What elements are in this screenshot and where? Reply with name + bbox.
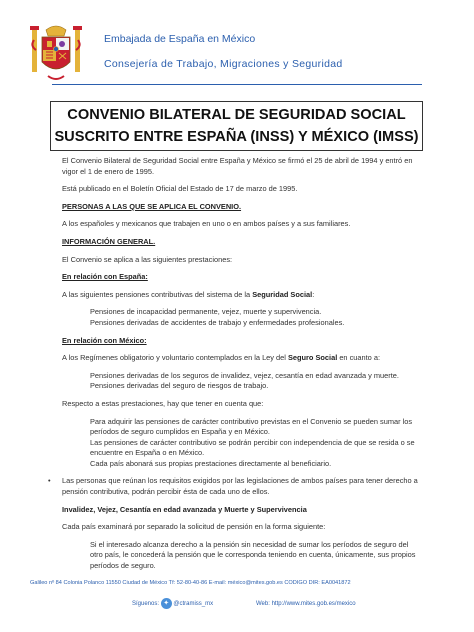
twitter-handle-link[interactable]: @ctramiss_mx xyxy=(173,601,214,608)
coat-of-arms-logo xyxy=(30,24,82,88)
mexico-paragraph: A los Regímenes obligatorio y voluntario contemplados en la Ley del Seguro Social en cuanto a: xyxy=(62,353,380,363)
list-item: Pensiones derivadas de accidentes de trabajo y enfermedades profesionales. xyxy=(90,317,345,327)
list-item: Para adquirir las pensiones de carácter contributivo previstas en el Convenio se pueden sumar los períodos de seguro cumplidos en España y en México. xyxy=(90,416,413,437)
document-title xyxy=(50,101,423,151)
invalidity-heading: Invalidez, Vejez, Cesantía en edad avanzada y Muerte y Supervivencia xyxy=(62,504,307,514)
list-item: Cada país abonará sus propias prestaciones directamente al beneficiario. xyxy=(90,458,332,468)
social-links xyxy=(132,598,213,609)
mexico-heading: En relación con México: xyxy=(62,335,147,345)
embassy-name: Embajada de España en México xyxy=(104,33,256,45)
footer-address: Galileo nº 84 Colonia Polanco 11550 Ciudad de México Tf: 52-80-40-86 E-mail: méxico@mites.gob.es CODIGO DIR: EA0041872 xyxy=(30,580,351,586)
intro-paragraph: El Convenio Bilateral de Seguridad Social entre España y México se firmó el 25 de abril de 1994 y entró en vigor el 1 de enero de 1995. xyxy=(62,156,413,176)
invalidity-paragraph: Cada país examinará por separado la solicitud de pensión en la forma siguiente: xyxy=(62,522,326,532)
title-line-2: SUSCRITO ENTRE ESPAÑA (INSS) Y MÉXICO (IMSS) xyxy=(54,129,419,145)
title-line-1: CONVENIO BILATERAL DE SEGURIDAD SOCIAL xyxy=(67,107,406,123)
bullet-paragraph: • Las personas que reúnan los requisitos exigidos por las legislaciones de ambos países para tener derecho a pensión contributiva, podrán percibir ésta de cada uno de ellos. xyxy=(48,476,418,497)
persons-heading: PERSONAS A LAS QUE SE APLICA EL CONVENIO. xyxy=(62,201,242,211)
respect-paragraph: Respecto a estas prestaciones, hay que tener en cuenta que: xyxy=(62,398,264,408)
spain-paragraph: A las siguientes pensiones contributivas del sistema de la Seguridad Social: xyxy=(62,289,315,299)
list-item: Pensiones de incapacidad permanente, vejez, muerte y supervivencia. xyxy=(90,307,322,317)
persons-paragraph: A los españoles y mexicanos que trabajen en uno o en ambos países y a sus familiares. xyxy=(62,219,351,229)
respect-list xyxy=(90,417,422,470)
spain-list xyxy=(90,307,422,328)
list-item: Las pensiones de carácter contributivo se podrán percibir con independencia de que se resida o se encuentre en España o en México. xyxy=(90,437,415,458)
list-item: Pensiones derivadas de los seguros de invalidez, vejez, cesantía en edad avanzada y muerte. xyxy=(90,370,399,380)
document-body xyxy=(48,156,422,572)
invalidity-item: Si el interesado alcanza derecho a la pensión sin necesidad de sumar los períodos de seguro del otro país, le concederá la pensión que le corresponda teniendo en cuenta, únicamente, sus propios períodos de seguro. xyxy=(90,539,416,571)
published-paragraph: Está publicado en el Boletín Oficial del Estado de 17 de marzo de 1995. xyxy=(62,184,298,194)
twitter-bird-icon[interactable]: ✦ xyxy=(161,598,172,609)
general-info-paragraph: El Convenio se aplica a las siguientes prestaciones: xyxy=(62,254,233,264)
header-divider xyxy=(52,84,422,85)
bullet-dot-icon: • xyxy=(48,476,51,486)
general-info-heading: INFORMACIÓN GENERAL. xyxy=(62,236,156,246)
spain-heading: En relación con España: xyxy=(62,272,148,282)
website-link[interactable]: Web: http://www.mites.gob.es/mexico xyxy=(256,601,356,607)
follow-label: Síguenos: xyxy=(132,601,160,608)
list-item: Pensiones derivadas del seguro de riesgos de trabajo. xyxy=(90,381,269,391)
department-name: Consejería de Trabajo, Migraciones y Seguridad xyxy=(104,58,343,70)
mexico-list xyxy=(90,371,422,392)
